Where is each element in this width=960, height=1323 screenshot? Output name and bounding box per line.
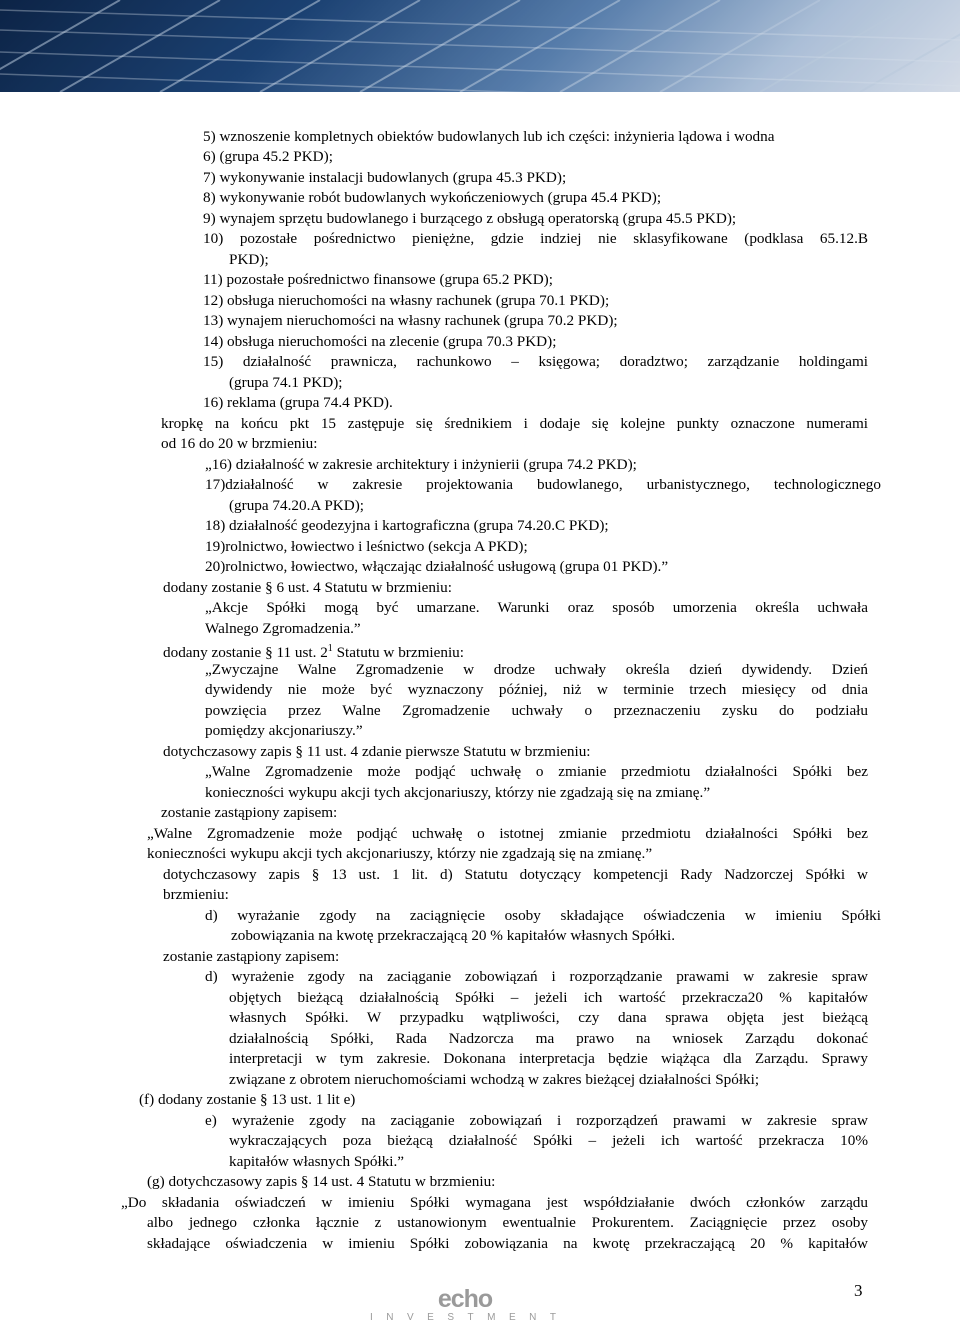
quote-line: składające oświadczenia w imieniu Spółki zobowiązania na kwotę przekraczającą 20 % kapitałów [147, 1235, 868, 1252]
list-item: d) wyrażenie zgody na zaciąganie zobowiązań i rozporządzanie prawami w zakresie spraw [205, 968, 868, 985]
quote-line: „Walne Zgromadzenie może podjąć uchwałę o zmianie przedmiotu działalności Spółki bez [205, 763, 868, 780]
list-item: 6) (grupa 45.2 PKD); [203, 148, 333, 165]
quote-line: „Akcje Spółki mogą być umarzane. Warunki oraz sposób umorzenia określa uchwała [205, 599, 868, 616]
list-item-continuation: związane z obrotem nieruchomościami wchodzą w zakres bieżącej działalności Spółki; [229, 1071, 760, 1088]
paragraph-line: (g) dotychczasowy zapis § 14 ust. 4 Statutu w brzmieniu: [147, 1173, 496, 1190]
list-item-continuation: kapitałów własnych Spółki.” [229, 1153, 405, 1170]
paragraph-line: brzmieniu: [163, 886, 229, 903]
list-item: d) wyrażanie zgody na zaciągnięcie osoby składające oświadczenia w imieniu Spółki [205, 907, 881, 924]
list-item: 14) obsługa nieruchomości na zlecenie (grupa 70.3 PKD); [203, 333, 557, 350]
paragraph-line: od 16 do 20 w brzmieniu: [161, 435, 318, 452]
list-item: 9) wynajem sprzętu budowlanego i burzącego z obsługą operatorską (grupa 45.5 PKD); [203, 210, 737, 227]
quote-line: „Do składania oświadczeń w imieniu Spółki wymagana jest współdziałanie dwóch członków zarządu [121, 1194, 868, 1211]
list-item: 17)działalność w zakresie projektowania budowlanego, urbanistycznego, technologicznego [205, 476, 881, 493]
quote-line: konieczności wykupu akcji tych akcjonariuszy, którzy nie zgadzają się na zmianę.” [205, 784, 711, 801]
list-item-continuation: działalnością Spółki, Rada Nadzorcza ma prawo na wniosek Zarządu dokonać [229, 1030, 868, 1047]
list-item: 11) pozostałe pośrednictwo finansowe (grupa 65.2 PKD); [203, 271, 553, 288]
paragraph-line: dotychczasowy zapis § 11 ust. 4 zdanie pierwsze Statutu w brzmieniu: [163, 743, 591, 760]
building-facade-graphic [0, 0, 960, 92]
list-item: 15) działalność prawnicza, rachunkowo – księgowa; doradztwo; zarządzanie holdingami [203, 353, 868, 370]
list-item: 7) wykonywanie instalacji budowlanych (grupa 45.3 PKD); [203, 169, 567, 186]
list-item: 12) obsługa nieruchomości na własny rachunek (grupa 70.1 PKD); [203, 292, 610, 309]
list-item-continuation: (grupa 74.20.A PKD); [229, 497, 364, 514]
paragraph-line: (f) dodany zostanie § 13 ust. 1 lit e) [139, 1091, 356, 1108]
list-item-continuation: wykraczających poza bieżącą działalność Spółki – jeżeli ich wartość przekracza 10% [229, 1132, 868, 1149]
list-item-continuation: zobowiązania na kwotę przekraczającą 20 % kapitałów własnych Spółki. [231, 927, 676, 944]
list-item: 10) pozostałe pośrednictwo pieniężne, gdzie indziej nie sklasyfikowane (podklasa 65.12.B [203, 230, 868, 247]
list-item-continuation: PKD); [229, 251, 269, 268]
list-item: 16) reklama (grupa 74.4 PKD). [203, 394, 393, 411]
list-item: „16) działalność w zakresie architektury i inżynierii (grupa 74.2 PKD); [205, 456, 637, 473]
list-item-continuation: (grupa 74.1 PKD); [229, 374, 343, 391]
quote-line: powzięcia przez Walne Zgromadzenie uchwały o przeznaczeniu zysku do podziału [205, 702, 868, 719]
quote-line: dywidendy nie może być wyznaczony później, niż w terminie trzech miesięcy od dnia [205, 681, 868, 698]
logo-wordmark: echo [437, 1285, 493, 1313]
echo-investment-logo [370, 1285, 570, 1323]
quote-line: „Zwyczajne Walne Zgromadzenie w drodze uchwały określa dzień dywidendy. Dzień [205, 661, 868, 678]
quote-line: albo jednego członka łącznie z ustanowionym ewentualnie Prokurentem. Zaciągnięcie przez osoby [147, 1214, 868, 1231]
quote-line: „Walne Zgromadzenie może podjąć uchwałę o istotnej zmianie przedmiotu działalności Spółki bez [147, 825, 868, 842]
list-item: 20)rolnictwo, łowiectwo, włączając działalność usługową (grupa 01 PKD).” [205, 558, 669, 575]
superscript: 1 [327, 643, 333, 654]
page-number: 3 [854, 1281, 863, 1300]
paragraph-text: Statutu w brzmieniu: [332, 644, 464, 662]
paragraph-line: kropkę na końcu pkt 15 zastępuje się średnikiem i dodaje się kolejne punkty oznaczone numerami [161, 415, 868, 432]
list-item-continuation: objętych bieżącą działalnością Spółki – jeżeli ich wartość przekracza20 % kapitałów [229, 989, 868, 1006]
paragraph-line: dodany zostanie § 6 ust. 4 Statutu w brzmieniu: [163, 579, 452, 596]
paragraph-text: dodany zostanie § 11 ust. 2 [163, 644, 328, 662]
paragraph-line: dotychczasowy zapis § 13 ust. 1 lit. d) Statutu dotyczący kompetencji Rady Nadzorczej Spółki w [163, 866, 868, 883]
list-item-continuation: własnych Spółki. W przypadku wątpliwości, czy dana sprawa objęta jest bieżącą [229, 1009, 868, 1026]
header-banner-image [0, 0, 960, 92]
quote-line: konieczności wykupu akcji tych akcjonariuszy, którzy nie zgadzają się na zmianę.” [147, 845, 653, 862]
logo-subtitle: INVESTMENT [370, 1312, 570, 1323]
list-item: 5) wznoszenie kompletnych obiektów budowlanych lub ich części: inżynieria lądowa i wodna [203, 128, 775, 145]
list-item: 18) działalność geodezyjna i kartograficzna (grupa 74.20.C PKD); [205, 517, 609, 534]
quote-line: Walnego Zgromadzenia.” [205, 620, 361, 637]
list-item-continuation: interpretacji w tym zakresie. Dokonana interpretacja będzie wiążąca dla Zarządu. Sprawy [229, 1050, 868, 1067]
list-item: 13) wynajem nieruchomości na własny rachunek (grupa 70.2 PKD); [203, 312, 618, 329]
list-item: 19)rolnictwo, łowiectwo i leśnictwo (sekcja A PKD); [205, 538, 528, 555]
quote-line: pomiędzy akcjonariuszy.” [205, 722, 363, 739]
list-item: e) wyrażenie zgody na zaciąganie zobowiązań i rozporządzeń prawami w zakresie spraw [205, 1112, 868, 1129]
list-item: 8) wykonywanie robót budowlanych wykończeniowych (grupa 45.4 PKD); [203, 189, 662, 206]
paragraph-line: zostanie zastąpiony zapisem: [163, 948, 340, 965]
paragraph-line: zostanie zastąpiony zapisem: [161, 804, 338, 821]
